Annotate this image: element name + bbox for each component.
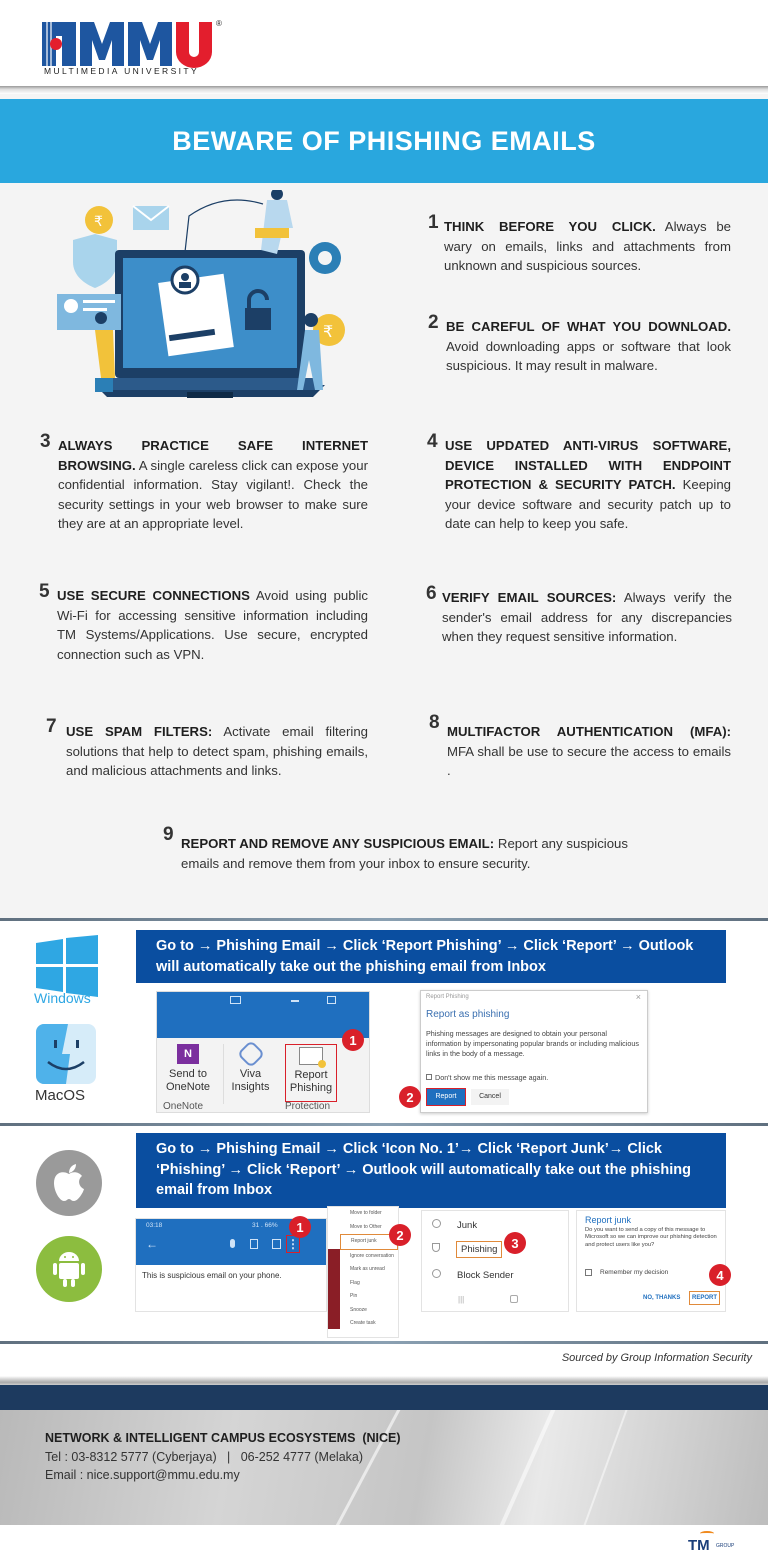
tip-2 bbox=[428, 312, 731, 376]
menu-item-mark-as-unread[interactable]: Mark as unread bbox=[350, 1266, 385, 1272]
dont-show-checkbox[interactable]: Don't show me this message again. bbox=[426, 1073, 548, 1082]
tip-3 bbox=[40, 431, 368, 534]
tip-8 bbox=[429, 712, 731, 781]
ribbon-button-send-to-onenote[interactable]: N Send to OneNote bbox=[161, 1044, 215, 1104]
menu-item-flag[interactable]: Flag bbox=[350, 1279, 360, 1286]
tip-body: MFA shall be use to secure the access to emails . bbox=[447, 743, 731, 778]
ribbon-group-protection: Protection bbox=[285, 1101, 331, 1112]
svg-text:₹: ₹ bbox=[323, 322, 334, 341]
back-arrow-icon[interactable]: ← bbox=[146, 1237, 158, 1251]
menu-item-report-junk[interactable]: Report junk bbox=[340, 1234, 398, 1250]
android-logo-icon bbox=[36, 1236, 102, 1302]
delete-icon[interactable] bbox=[250, 1239, 258, 1249]
macos-finder-icon bbox=[36, 1024, 96, 1084]
checkbox-icon bbox=[426, 1074, 432, 1080]
junk-icon bbox=[432, 1219, 441, 1228]
dialog-window-title: Report Phishing bbox=[426, 994, 469, 1000]
ribbon-button-viva-insights[interactable]: Viva Insights bbox=[223, 1044, 277, 1104]
onenote-icon: N bbox=[177, 1044, 199, 1064]
svg-text:®: ® bbox=[216, 19, 222, 28]
tip-body: A single careless click can expose your confidential information. Stay vigilant!. Check the security settings in your web browser to make sure they are at an appropriate level. bbox=[58, 457, 368, 531]
block-sender-icon bbox=[432, 1269, 441, 1278]
nav-recent-apps-icon[interactable]: ||| bbox=[458, 1295, 465, 1304]
tip-body: Avoid downloading apps or software that look suspicious. It may result in malware. bbox=[446, 338, 731, 373]
minimize-icon bbox=[291, 1000, 299, 1002]
tip-number: 5 bbox=[39, 581, 50, 602]
macos-label: MacOS bbox=[35, 1087, 86, 1104]
svg-text:₹: ₹ bbox=[94, 214, 103, 230]
desktop-instructions-panel bbox=[0, 921, 768, 1123]
option-block-sender[interactable]: Block Sender bbox=[432, 1269, 514, 1281]
tip-6 bbox=[426, 583, 733, 647]
tip-number: 9 bbox=[163, 824, 174, 845]
tip-5 bbox=[39, 581, 368, 664]
tip-body: Avoid using public Wi-Fi for accessing sensitive information including TM Systems/Applications. Use secure, encrypted connection such as VPN. bbox=[57, 588, 368, 662]
menu-item-move-to-folder[interactable]: Move to folder bbox=[350, 1210, 382, 1216]
menu-background-image bbox=[328, 1249, 340, 1329]
footer bbox=[0, 1385, 768, 1525]
tip-body: Report any suspicious emails and remove them from your inbox to ensure security. bbox=[181, 836, 628, 871]
dialog-title: Report as phishing bbox=[426, 1009, 510, 1020]
telephone: Tel : 03-8312 5777 (Cyberjaya) | 06-252 4777 (Melaka) bbox=[45, 1449, 364, 1464]
menu-item-snooze[interactable]: Snooze bbox=[350, 1306, 367, 1313]
tip-heading: BE CAREFUL OF WHAT YOU DOWNLOAD. bbox=[446, 319, 731, 334]
footer-navy-band bbox=[0, 1385, 768, 1410]
tip-heading: MULTIFACTOR AUTHENTICATION (MFA): bbox=[447, 724, 731, 739]
report-junk-dialog bbox=[576, 1210, 726, 1312]
menu-item-create-task[interactable]: Create task bbox=[350, 1320, 376, 1326]
report-junk-title: Report junk bbox=[585, 1215, 632, 1225]
tip-4 bbox=[427, 431, 731, 534]
tip-heading: USE SECURE CONNECTIONS bbox=[57, 588, 250, 603]
header bbox=[0, 0, 768, 90]
menu-item-pin[interactable]: Pin bbox=[350, 1293, 358, 1299]
tip-body: Always be wary on emails, links and attachments from unknown and suspicious sources. bbox=[444, 219, 731, 273]
option-junk[interactable]: Junk bbox=[432, 1219, 477, 1231]
restore-icon bbox=[327, 996, 336, 1004]
tip-7 bbox=[46, 716, 368, 781]
tip-number: 3 bbox=[40, 431, 51, 452]
bottom-area: TM GROUP bbox=[0, 1525, 768, 1560]
tip-body: Always verify the sender's email address for any discrepancies when they request sensitive information. bbox=[442, 590, 733, 644]
tip-number: 6 bbox=[426, 583, 437, 604]
tip-heading: USE SPAM FILTERS: bbox=[66, 724, 213, 739]
microphone-icon[interactable] bbox=[230, 1239, 235, 1248]
mobile-instruction-banner: Go to → Phishing Email → Click ‘Icon No. 1’→ Click ‘Report Junk’→ Click ‘Phishing’ → Click ‘Report’ → Outlook will automatically take out the phishing email from Inbox bbox=[136, 1133, 726, 1208]
tip-heading: USE UPDATED ANTI-VIRUS SOFTWARE, DEVICE INSTALLED WITH ENDPOINT PROTECTION & SECURITY PATCH. bbox=[445, 438, 731, 492]
checkbox-icon bbox=[585, 1269, 592, 1276]
step-badge-1: 1 bbox=[342, 1029, 364, 1051]
cancel-button[interactable]: Cancel bbox=[471, 1089, 509, 1105]
step-badge-4: 4 bbox=[709, 1264, 731, 1286]
step-badge-1: 1 bbox=[289, 1216, 311, 1238]
step-badge-3: 3 bbox=[504, 1232, 526, 1254]
ribbon-button-report-phishing[interactable]: Report Phishing bbox=[285, 1044, 337, 1102]
display-icon bbox=[230, 996, 241, 1004]
tip-number: 1 bbox=[428, 212, 439, 233]
footer-contact-info bbox=[45, 1429, 401, 1485]
option-phishing[interactable]: Phishing bbox=[432, 1243, 502, 1255]
junk-options-sheet bbox=[421, 1210, 569, 1312]
tip-body: Keeping your device software and security patch up to date can help to keep you safe. bbox=[445, 477, 731, 531]
org-name: NETWORK & INTELLIGENT CAMPUS ECOSYSTEMS (NICE) bbox=[45, 1431, 401, 1445]
report-junk-body: Do you want to send a copy of this message to Microsoft so we can improve our phishing detection and protect users like you? bbox=[585, 1227, 717, 1248]
windows-logo-icon bbox=[36, 935, 98, 997]
dialog-body: Phishing messages are designed to obtain your personal information by impersonating popular brands or including malicious links in the body of a message. bbox=[426, 1029, 639, 1058]
ribbon-titlebar bbox=[157, 992, 369, 1038]
no-thanks-button[interactable]: NO, THANKS bbox=[643, 1295, 681, 1301]
phishing-illustration bbox=[55, 190, 365, 410]
report-button[interactable]: Report bbox=[427, 1089, 465, 1105]
dialog-close-icon[interactable]: × bbox=[635, 992, 641, 1002]
tip-1 bbox=[428, 212, 731, 276]
more-options-icon[interactable]: ⋮ bbox=[287, 1237, 299, 1251]
report-phishing-icon bbox=[299, 1047, 323, 1065]
archive-icon[interactable] bbox=[272, 1239, 281, 1249]
nav-home-icon[interactable] bbox=[510, 1295, 518, 1303]
tip-number: 2 bbox=[428, 312, 439, 333]
source-note: Sourced by Group Information Security bbox=[0, 1344, 768, 1380]
menu-item-ignore-conversation[interactable]: Ignore conversation bbox=[350, 1252, 394, 1259]
desktop-instruction-banner: Go to → Phishing Email → Click ‘Report Phishing’ → Click ‘Report’ → Outlook will automatically take out the phishing email from Inbox bbox=[136, 930, 726, 983]
email-body-text: This is suspicious email on your phone. bbox=[142, 1271, 282, 1280]
windows-label: Windows bbox=[34, 990, 91, 1006]
shield-icon bbox=[432, 1243, 440, 1252]
tip-number: 8 bbox=[429, 712, 440, 733]
step-badge-2: 2 bbox=[399, 1086, 421, 1108]
report-junk-button[interactable]: REPORT bbox=[689, 1291, 720, 1305]
tip-body: Activate email filtering solutions that help to detect spam, phishing emails, and malicious attachments and links. bbox=[66, 724, 368, 778]
remember-decision-checkbox[interactable]: Remember my decision bbox=[585, 1269, 668, 1276]
status-battery: 31 . 66% bbox=[252, 1222, 278, 1229]
menu-item-move-to-other[interactable]: Move to Other bbox=[350, 1223, 382, 1230]
ribbon-group-onenote: OneNote bbox=[163, 1101, 204, 1112]
tip-heading: THINK BEFORE YOU CLICK. bbox=[444, 219, 656, 234]
tm-swoosh-icon bbox=[700, 1531, 714, 1536]
tip-number: 4 bbox=[427, 431, 438, 452]
footer-divider-shadow bbox=[0, 1376, 768, 1385]
tip-heading: VERIFY EMAIL SOURCES: bbox=[442, 590, 617, 605]
apple-logo-icon bbox=[36, 1150, 102, 1216]
page-title: BEWARE OF PHISHING EMAILS bbox=[172, 125, 596, 156]
menu-list bbox=[340, 1207, 398, 1331]
tip-heading: REPORT AND REMOVE ANY SUSPICIOUS EMAIL: bbox=[181, 836, 495, 851]
tip-9 bbox=[163, 824, 628, 873]
status-time: 03:18 bbox=[146, 1222, 163, 1229]
email-address[interactable]: Email : nice.support@mmu.edu.my bbox=[45, 1468, 240, 1482]
header-divider bbox=[0, 86, 768, 94]
step-badge-2: 2 bbox=[389, 1224, 411, 1246]
outlook-ribbon-screenshot bbox=[156, 991, 370, 1113]
email-context-menu bbox=[327, 1206, 399, 1338]
title-banner bbox=[0, 99, 768, 183]
report-phishing-dialog bbox=[420, 990, 648, 1113]
viva-insights-icon bbox=[236, 1040, 264, 1068]
tip-heading: ALWAYS PRACTICE SAFE INTERNET BROWSING. bbox=[58, 438, 368, 473]
tip-number: 7 bbox=[46, 716, 57, 737]
logo-subtitle: MULTIMEDIA UNIVERSITY bbox=[44, 66, 200, 76]
mobile-instructions-panel bbox=[0, 1126, 768, 1341]
